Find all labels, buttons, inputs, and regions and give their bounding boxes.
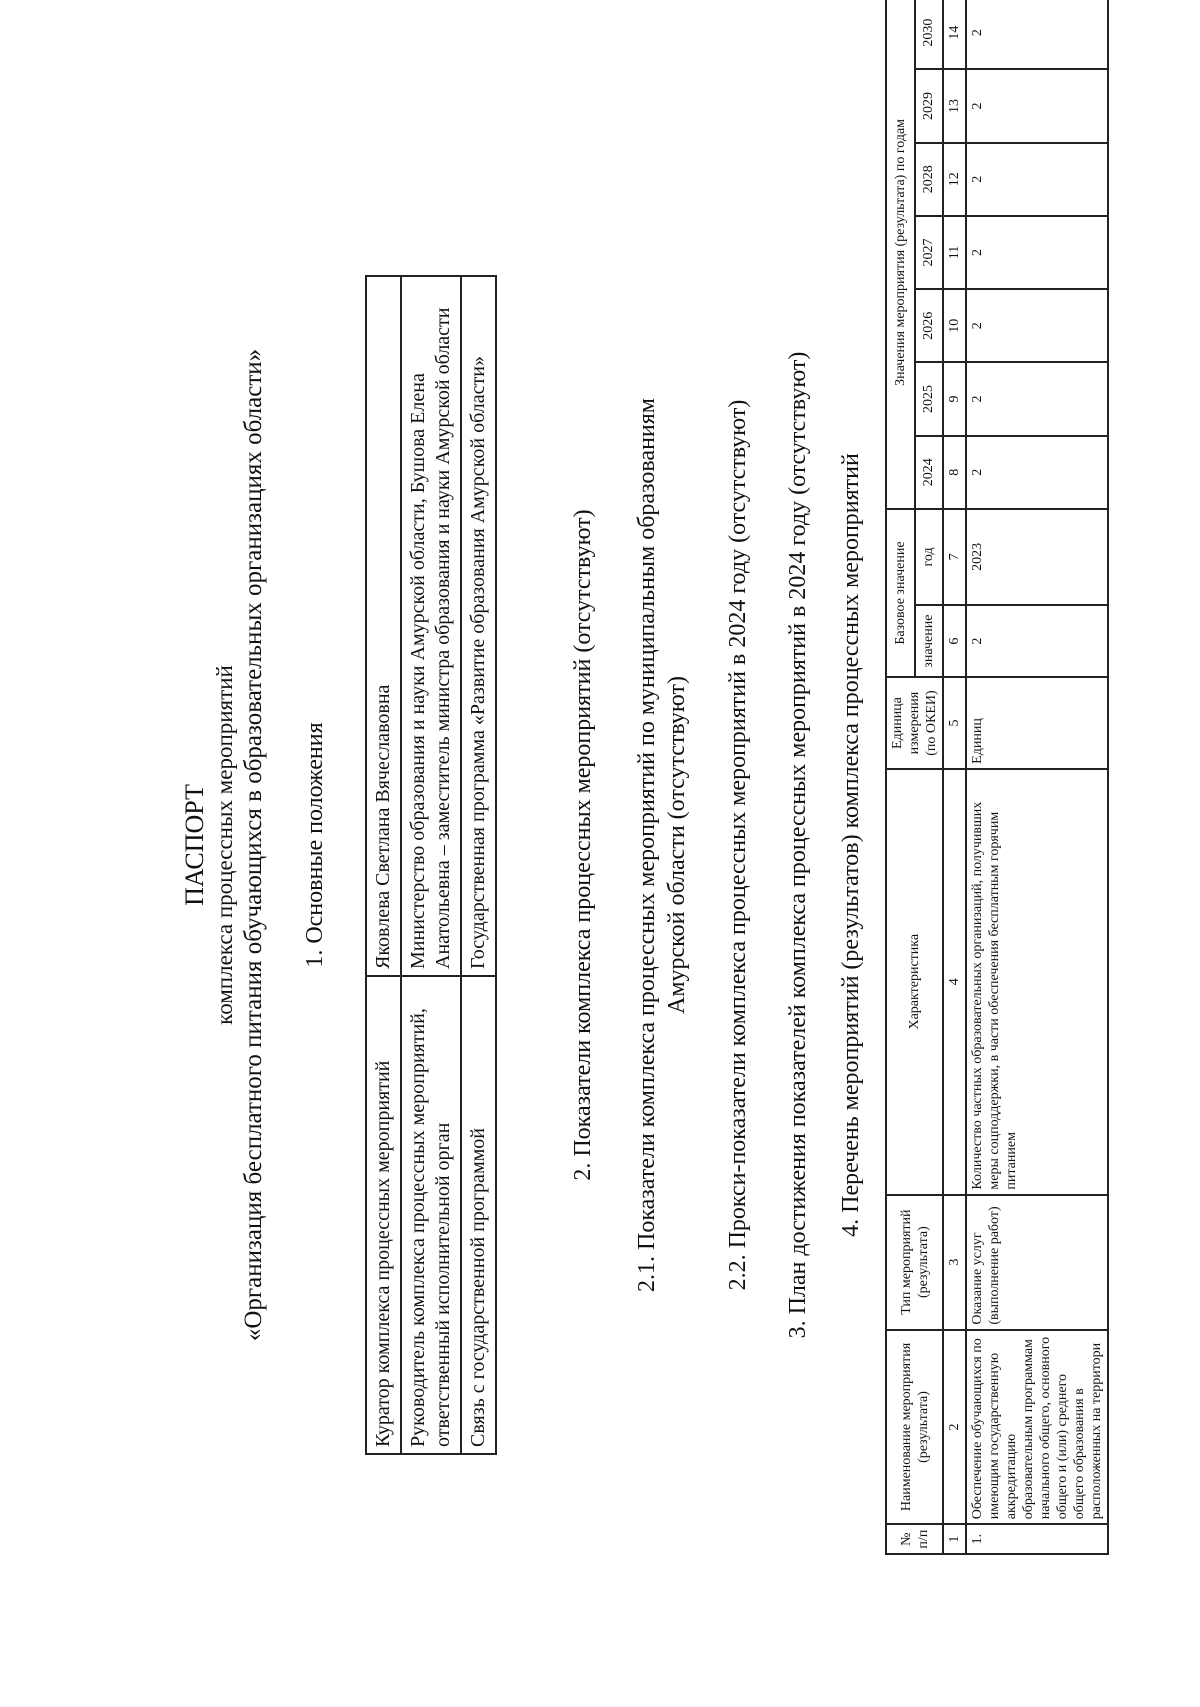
col-number: 10 <box>943 289 966 362</box>
header-base-year: год <box>915 509 944 605</box>
table-row <box>461 276 496 1454</box>
col-number: 13 <box>943 69 966 142</box>
table-row <box>966 0 1108 1554</box>
row-number: 1. <box>966 1524 1108 1554</box>
head-value: Министерство образования и науки Амурской области, Бушова Елена Анатольевна – заместитель министра образования и науки Амурской области <box>401 276 461 976</box>
program-name: «Организация бесплатного питания обучающихся в образовательных организациях области» <box>240 348 267 1342</box>
col-number: 3 <box>943 1195 966 1330</box>
doc-subtitle: комплекса процессных мероприятий <box>212 665 237 1025</box>
rotated-page <box>40 18 1170 1655</box>
column-number-row <box>943 0 966 1554</box>
section2-heading: 2. Показатели комплекса процессных мероприятий (отсутствуют) <box>570 509 596 1181</box>
curator-value: Яковлева Светлана Вячеславовна <box>366 276 401 976</box>
col-number: 12 <box>943 143 966 216</box>
header-year: 2029 <box>915 69 944 142</box>
section2-1-line1: 2.1. Показатели комплекса процессных мероприятий по муниципальным образованиям <box>634 398 660 1292</box>
link-label: Связь с государственной программой <box>461 976 496 1454</box>
section2-2-heading: 2.2. Прокси-показатели комплекса процессных мероприятий в 2024 году (отсутствуют) <box>725 399 751 1291</box>
col-number: 5 <box>943 677 966 769</box>
link-value: Государственная программа «Развитие образования Амурской области» <box>461 276 496 976</box>
header-year: 2026 <box>915 289 944 362</box>
header-name: Наименование мероприятия (результата) <box>886 1330 943 1525</box>
year-value: 2 <box>966 436 1108 509</box>
measure-unit: Единиц <box>966 677 1108 769</box>
col-number: 9 <box>943 362 966 435</box>
header-num: № п/п <box>886 1524 943 1554</box>
table-row <box>401 276 461 1454</box>
measures-table <box>885 0 1109 1555</box>
doc-title: ПАСПОРТ <box>180 784 209 906</box>
base-year: 2023 <box>966 509 1108 605</box>
header-type: Тип мероприятий (результата) <box>886 1195 943 1330</box>
col-number: 7 <box>943 509 966 605</box>
header-year: 2024 <box>915 436 944 509</box>
header-values-by-year: Значения мероприятия (результата) по годам <box>886 0 915 509</box>
header-year: 2025 <box>915 362 944 435</box>
col-number: 8 <box>943 436 966 509</box>
year-value: 2 <box>966 0 1108 69</box>
base-value: 2 <box>966 605 1108 677</box>
col-number: 1 <box>943 1524 966 1554</box>
col-number: 6 <box>943 605 966 677</box>
year-value: 2 <box>966 216 1108 289</box>
header-base-value: значение <box>915 605 944 677</box>
year-value: 2 <box>966 143 1108 216</box>
year-value: 2 <box>966 69 1108 142</box>
section3-heading: 3. План достижения показателей комплекса процессных мероприятий в 2024 году (отсутствуют) <box>785 351 811 1339</box>
measure-name: Обеспечение обучающихся по имеющим государственную аккредитацию образовательным программам начального общего, основного общего и (или) среднего общего образования в расположенных на территори <box>966 1330 1108 1525</box>
measure-type: Оказание услуг (выполнение работ) <box>966 1195 1108 1330</box>
section2-1-line2: Амурской области (отсутствуют) <box>664 676 690 1015</box>
curator-label: Куратор комплекса процессных мероприятий <box>366 976 401 1454</box>
col-number: 14 <box>943 0 966 69</box>
header-year: 2030 <box>915 0 944 69</box>
header-unit: Единица измерения (по ОКЕИ) <box>886 677 943 769</box>
year-value: 2 <box>966 289 1108 362</box>
year-value: 2 <box>966 362 1108 435</box>
measure-characteristic: Количество частных образовательных организаций, получивших меры соцподдержки, в части обеспечения бесплатным горячим питанием <box>966 769 1108 1195</box>
main-provisions-table <box>365 275 497 1455</box>
section4-heading: 4. Перечень мероприятий (результатов) комплекса процессных мероприятий <box>838 453 864 1237</box>
section1-heading: 1. Основные положения <box>302 722 328 968</box>
header-base: Базовое значение <box>886 509 915 677</box>
header-year: 2028 <box>915 143 944 216</box>
head-label: Руководитель комплекса процессных мероприятий, ответственный исполнительной орган <box>401 976 461 1454</box>
col-number: 2 <box>943 1330 966 1525</box>
table-row <box>366 276 401 1454</box>
col-number: 4 <box>943 769 966 1195</box>
header-year: 2027 <box>915 216 944 289</box>
header-characteristic: Характеристика <box>886 769 943 1195</box>
col-number: 11 <box>943 216 966 289</box>
